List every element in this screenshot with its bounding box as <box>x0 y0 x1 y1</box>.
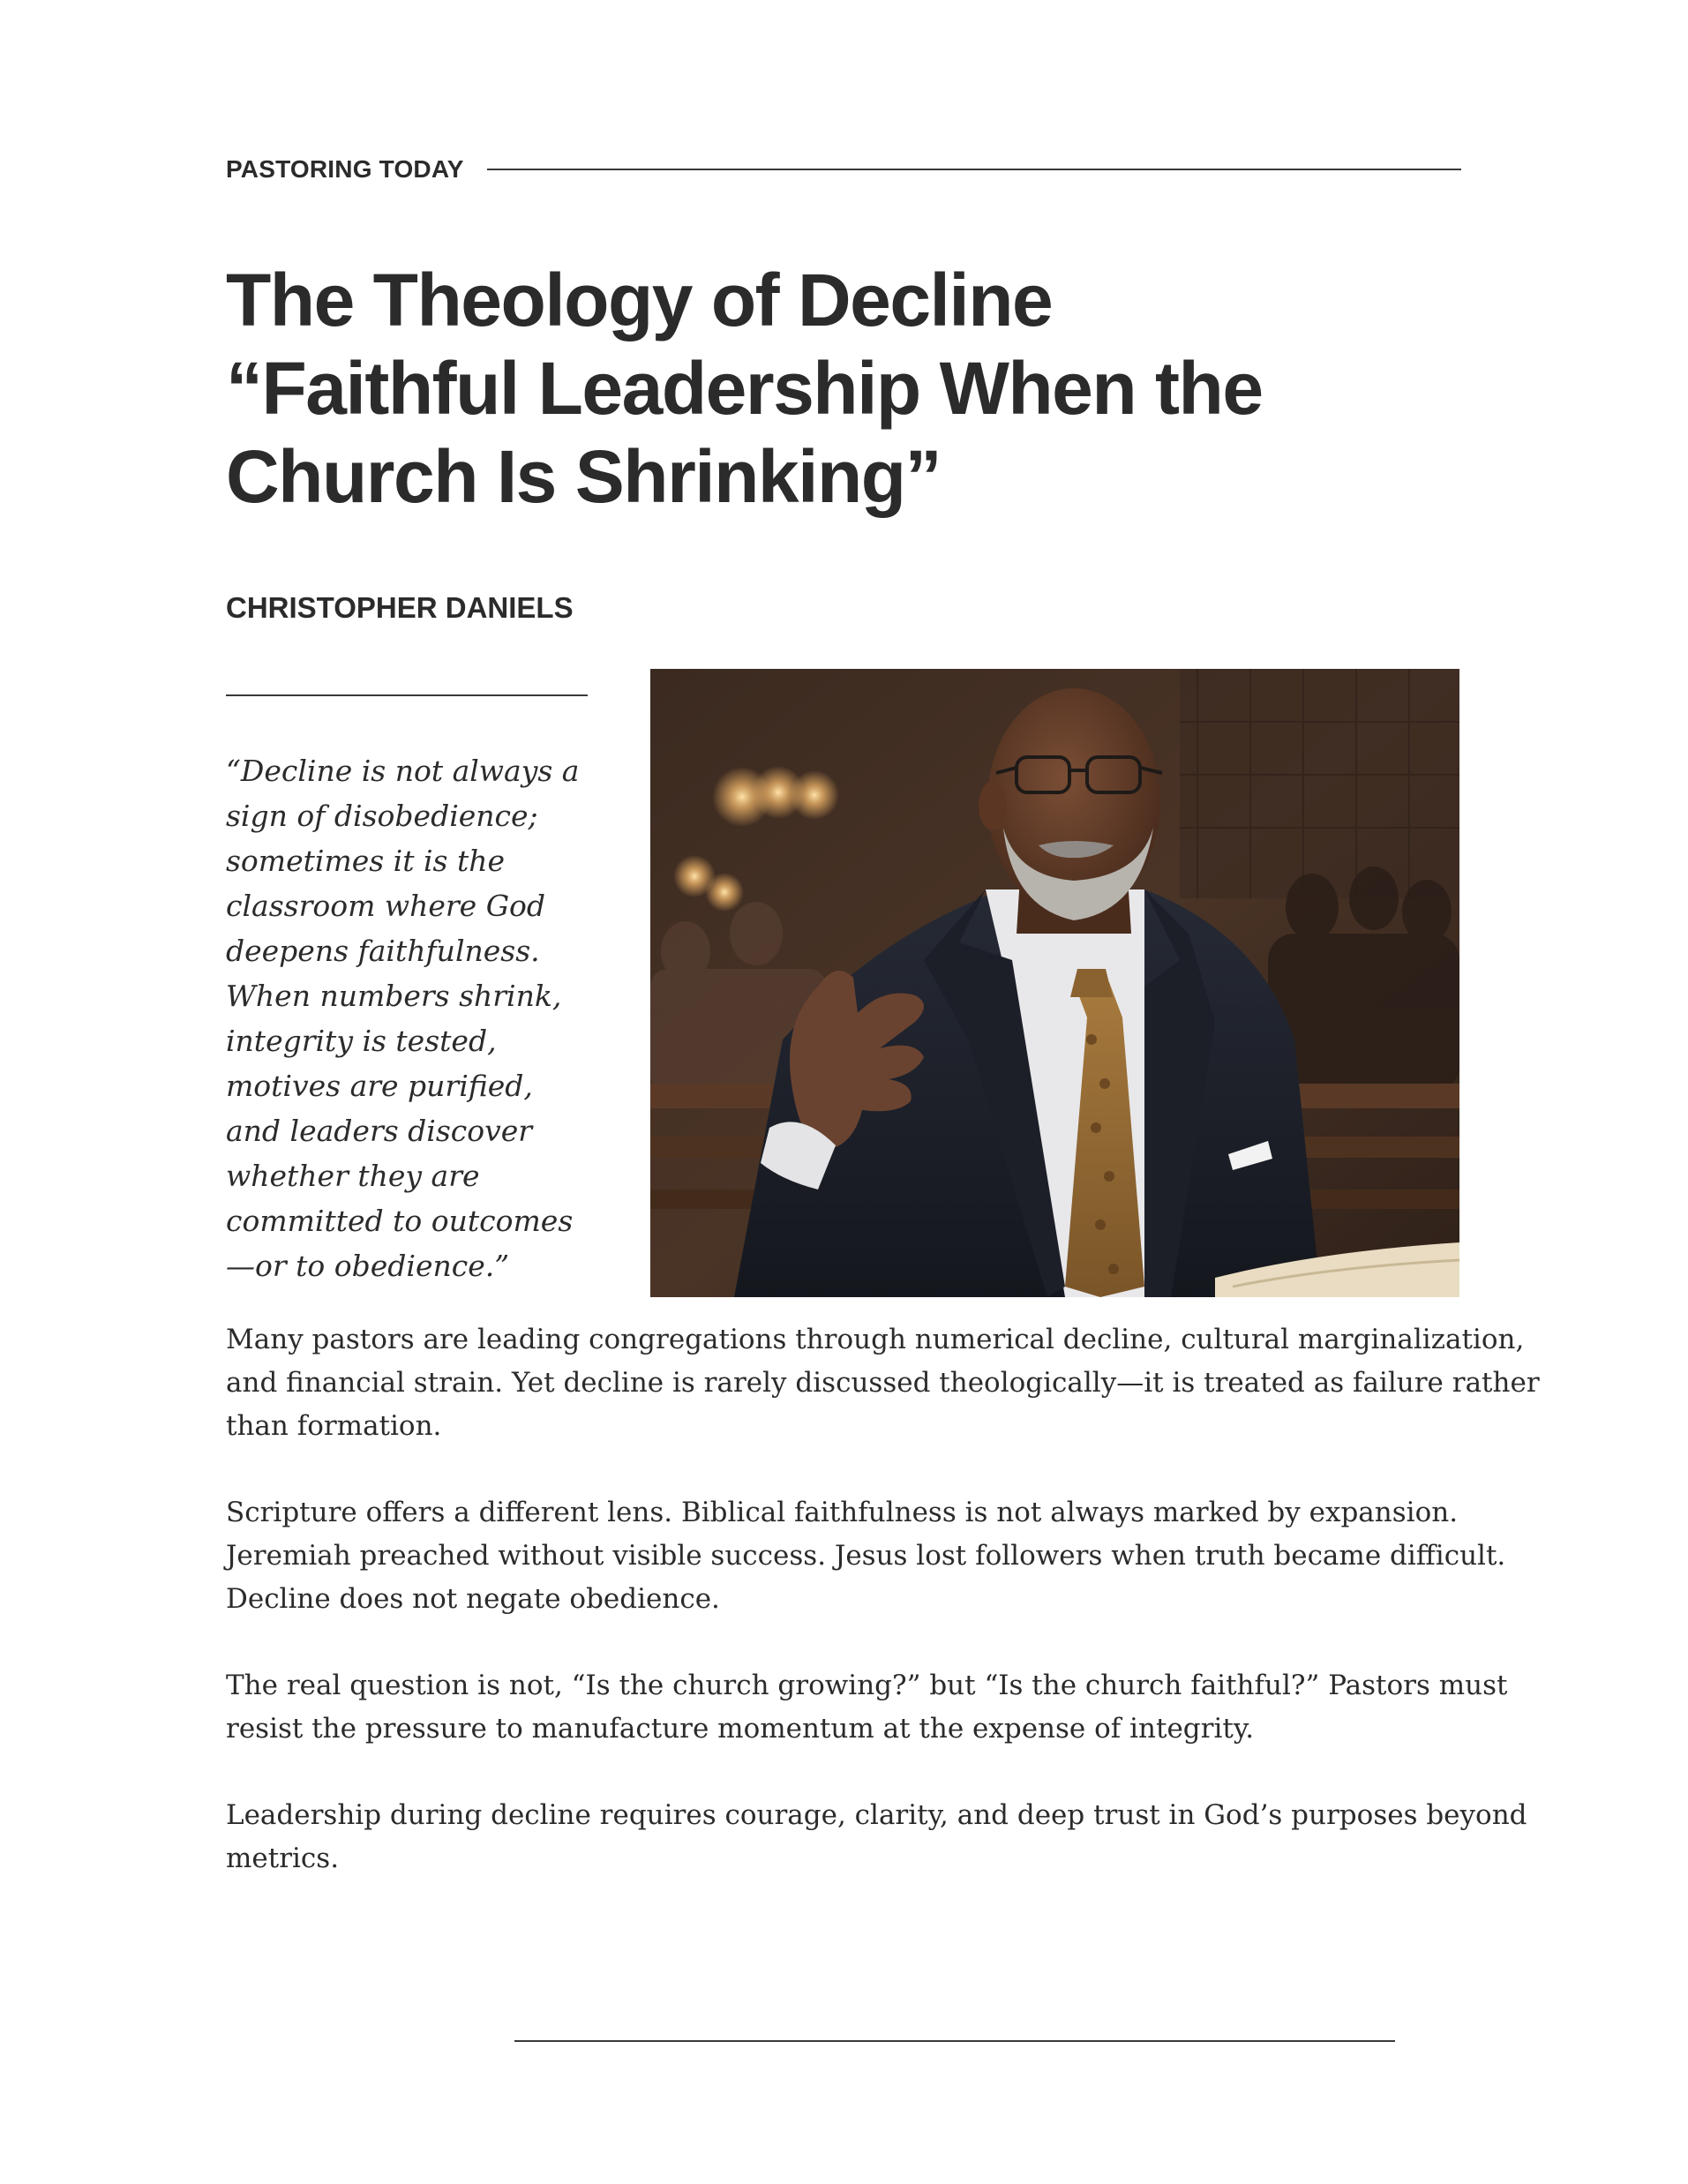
author-byline: CHRISTOPHER DANIELS <box>226 591 574 624</box>
article-title <box>226 256 1479 521</box>
pullquote-line: deepens faithfulness. <box>226 934 540 968</box>
pullquote-line: sign of disobedience; <box>226 799 538 833</box>
body-paragraph <box>226 1664 1508 1751</box>
footer-divider <box>514 2040 1395 2042</box>
body-line: Many pastors are leading congregations through numerical decline, cultural marginalization, <box>226 1324 1525 1355</box>
body-line: than formation. <box>226 1410 442 1442</box>
title-line: Church Is Shrinking” <box>226 435 942 518</box>
body-line: resist the pressure to manufacture momentum at the expense of integrity. <box>226 1713 1255 1745</box>
body-line: and financial strain. Yet decline is rarely discussed theologically—it is treated as failure rather <box>226 1367 1540 1399</box>
article-body <box>226 1318 1540 1924</box>
pastor-speaking-photo <box>650 669 1459 1297</box>
pullquote-line: and leaders discover <box>226 1114 533 1148</box>
header-divider <box>487 169 1461 170</box>
pullquote-line: whether they are <box>226 1159 480 1193</box>
body-line: Jeremiah preached without visible success. Jesus lost followers when truth became difficult. <box>226 1540 1506 1572</box>
pullquote-divider <box>226 694 588 696</box>
body-paragraph <box>226 1318 1540 1448</box>
pullquote-line: motives are purified, <box>226 1069 533 1103</box>
pullquote-line: classroom where God <box>226 889 546 923</box>
body-line: The real question is not, “Is the church growing?” but “Is the church faithful?” Pastors must <box>226 1670 1508 1701</box>
pullquote-line: integrity is tested, <box>226 1024 497 1058</box>
section-kicker: PASTORING TODAY <box>226 155 464 183</box>
body-line: metrics. <box>226 1843 340 1874</box>
pullquote-line: committed to outcomes <box>226 1204 574 1238</box>
pullquote <box>226 748 605 1288</box>
pullquote-line: “Decline is not always a <box>226 754 580 788</box>
body-line: Leadership during decline requires courage, clarity, and deep trust in God’s purposes beyond <box>226 1799 1527 1831</box>
body-paragraph <box>226 1794 1527 1880</box>
title-line: The Theology of Decline <box>226 259 1053 341</box>
pullquote-line: —or to obedience.” <box>226 1249 510 1283</box>
pullquote-line: When numbers shrink, <box>226 979 562 1013</box>
pullquote-line: sometimes it is the <box>226 844 506 878</box>
title-line: “Faithful Leadership When the <box>226 347 1263 430</box>
body-line: Decline does not negate obedience. <box>226 1583 720 1615</box>
body-paragraph <box>226 1491 1506 1621</box>
section-header <box>226 152 1461 187</box>
body-line: Scripture offers a different lens. Biblical faithfulness is not always marked by expansion. <box>226 1497 1459 1528</box>
